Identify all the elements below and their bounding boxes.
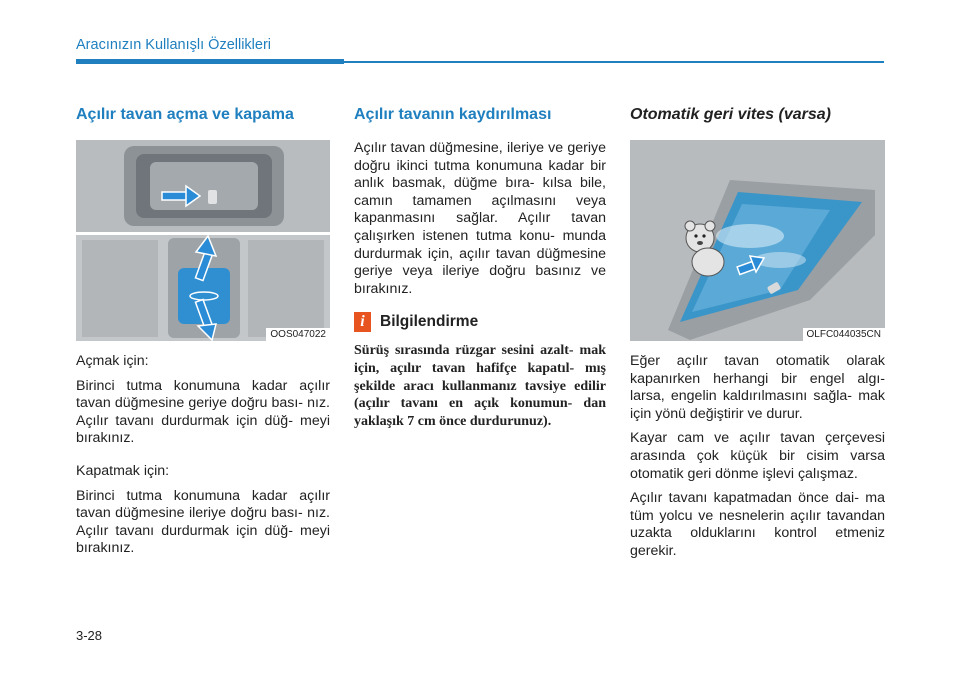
heading-slide: Açılır tavanın kaydırılması	[354, 106, 552, 123]
column-open-close	[76, 106, 330, 558]
info-title: Bilgilendirme	[380, 313, 479, 331]
open-text: Birinci tutma konumuna kadar açılır tavan düğmesine geriye doğru bası- nız. Açılır tavanı durdurmak için düğ- meyi bırakınız.	[76, 377, 330, 447]
figure-sunroof-switch	[76, 140, 330, 341]
auto-reverse-paragraph: Açılır tavanı kapatmadan önce dai- ma tüm yolcu ve nesnelerin açılır tavandan uzakta olduklarını kontrol etmeniz gerekir.	[630, 490, 885, 559]
close-text: Birinci tutma konumuna kadar açılır tavan düğmesine ileriye doğru bası- nız. Açılır tavanı durdurmak için düğ- meyi bırakınız.	[76, 487, 330, 557]
slide-text: Açılır tavan düğmesine, ileriye ve geriye doğru ikinci tutma konumuna kadar bir anlık basmak, düğme bıra- kılsa bile, camın tamamen açılmasını veya kapanmasını sağlar. Açılır tavan çalışırken istenen tutma konu- munda durdurmak için, açılır tavan düğmesine geriye veya ileriye doğru basınız ve bırakınız.	[354, 140, 606, 297]
chapter-title: Aracınızın Kullanışlı Özellikleri	[76, 37, 272, 53]
auto-reverse-paragraph: Kayar cam ve açılır tavan çerçevesi arasında çok küçük bir cisim varsa otomatik geri dönme işlevi çalışmaz.	[630, 430, 885, 482]
auto-reverse-paragraph: Eğer açılır tavan otomatik olarak kapanırken herhangi bir engel algı- larsa, engelin kaldırılmasını sağla- mak için yönü değiştirir ve durur.	[630, 353, 885, 422]
figure-auto-reverse	[630, 140, 885, 341]
heading-auto-reverse: Otomatik geri vites (varsa)	[630, 106, 831, 123]
column-slide	[354, 106, 606, 430]
info-text: Sürüş sırasında rüzgar sesini azalt- mak için, açılır tavan hafifçe kapatıl- mış şekilde aracı kullanmanız tavsiye edilir (açılır tavanı en açık konumun- dan yaklaşık 7 cm önce durdurunuz).	[354, 343, 606, 429]
figure-label: OOS047022	[266, 328, 330, 341]
column-auto-reverse	[630, 106, 885, 561]
open-label: Açmak için:	[76, 353, 149, 369]
info-icon: i	[354, 312, 371, 332]
close-label: Kapatmak için:	[76, 462, 170, 479]
info-box-header	[354, 312, 606, 332]
auto-reverse-illustration	[630, 140, 885, 341]
heading-open-close: Açılır tavan açma ve kapama	[76, 106, 294, 123]
page-number: 3-28	[76, 628, 103, 643]
header-rule-thin	[344, 61, 884, 63]
figure-label: OLFC044035CN	[803, 328, 885, 341]
sunroof-switch-illustration	[76, 140, 330, 341]
header-rule-thick	[76, 59, 344, 64]
